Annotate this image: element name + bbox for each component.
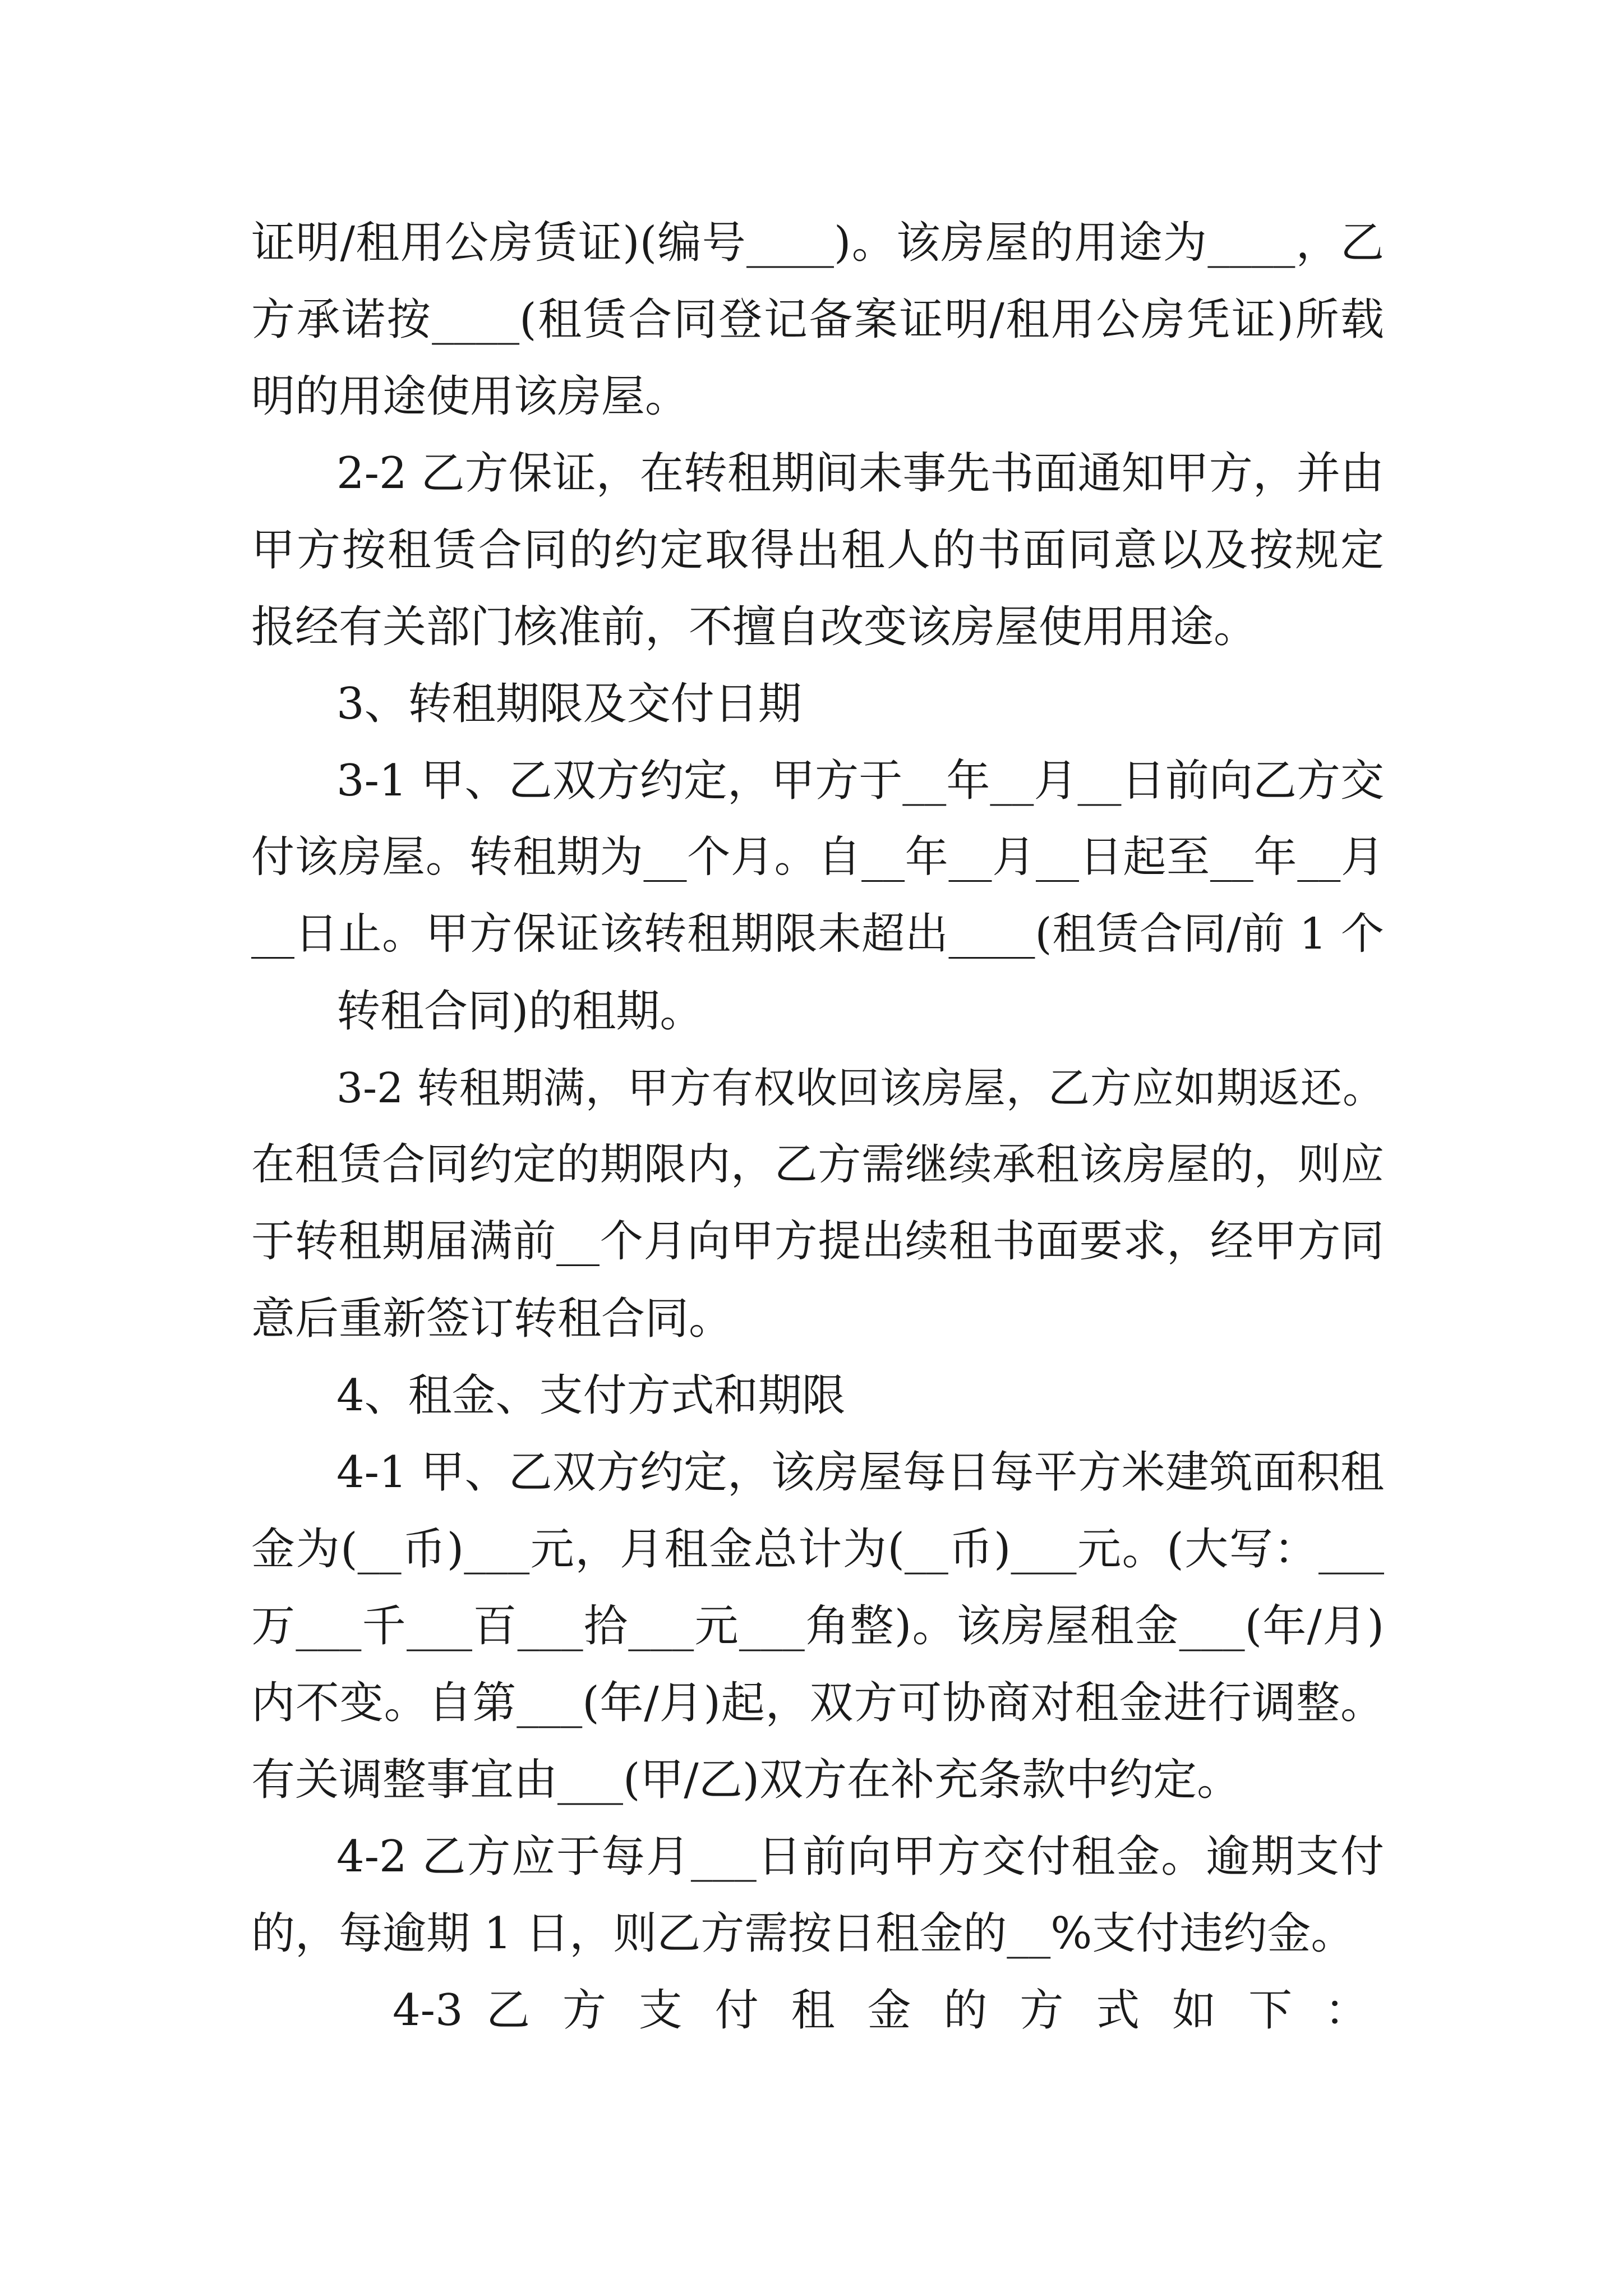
text-line: 意后重新签订转租合同。 xyxy=(251,1294,733,1344)
text-line: __日止。甲方保证该转租期限未超出____(租赁合同/前 1 个 xyxy=(251,909,1384,959)
text-line: 4-3 乙 方 支 付 租 金 的 方 式 如 下 ： xyxy=(393,1985,1368,2036)
text-line: 于转租期届满前__个月向甲方提出续租书面要求，经甲方同 xyxy=(251,1217,1384,1267)
text-line: 甲方按租赁合同的约定取得出租人的书面同意以及按规定 xyxy=(251,525,1384,576)
text-line: 报经有关部门核准前，不擅自改变该房屋使用用途。 xyxy=(251,602,1258,652)
text-line: 付该房屋。转租期为__个月。自__年__月__日起至__年__月 xyxy=(251,832,1384,882)
text-line: 金为(__币)___元，月租金总计为(__币)___元。(大写：___ xyxy=(251,1524,1384,1575)
text-line: 3-1 甲、乙双方约定，甲方于__年__月__日前向乙方交 xyxy=(336,756,1384,806)
text-line: 4-2 乙方应于每月___日前向甲方交付租金。逾期支付 xyxy=(336,1832,1384,1882)
text-line: 证明/租用公房赁证)(编号____)。该房屋的用途为____，乙 xyxy=(251,218,1384,268)
section-heading: 3、转租期限及交付日期 xyxy=(336,679,802,729)
text-line: 方承诺按____(租赁合同登记备案证明/租用公房凭证)所载 xyxy=(251,295,1384,345)
text-line: 3-2 转租期满，甲方有权收回该房屋，乙方应如期返还。 xyxy=(336,1064,1384,1112)
text-line: 有关调整事宜由___(甲/乙)双方在补充条款中约定。 xyxy=(251,1755,1241,1805)
text-line: 内不变。自第___(年/月)起，双方可协商对租金进行调整。 xyxy=(251,1678,1384,1728)
text-line: 明的用途使用该房屋。 xyxy=(251,371,689,422)
text-line: 4-1 甲、乙双方约定，该房屋每日每平方米建筑面积租 xyxy=(336,1447,1384,1498)
section-heading: 4、租金、支付方式和期限 xyxy=(336,1370,846,1421)
text-line: 在租赁合同约定的期限内，乙方需继续承租该房屋的，则应 xyxy=(251,1140,1384,1190)
text-line: 的，每逾期 1 日，则乙方需按日租金的__%支付违约金。 xyxy=(251,1908,1355,1959)
text-line: 万___千___百___拾___元___角整)。该房屋租金___(年/月) xyxy=(251,1601,1384,1651)
text-line: 2-2 乙方保证，在转租期间未事先书面通知甲方，并由 xyxy=(336,448,1384,499)
text-line: 转租合同)的租期。 xyxy=(336,986,704,1037)
